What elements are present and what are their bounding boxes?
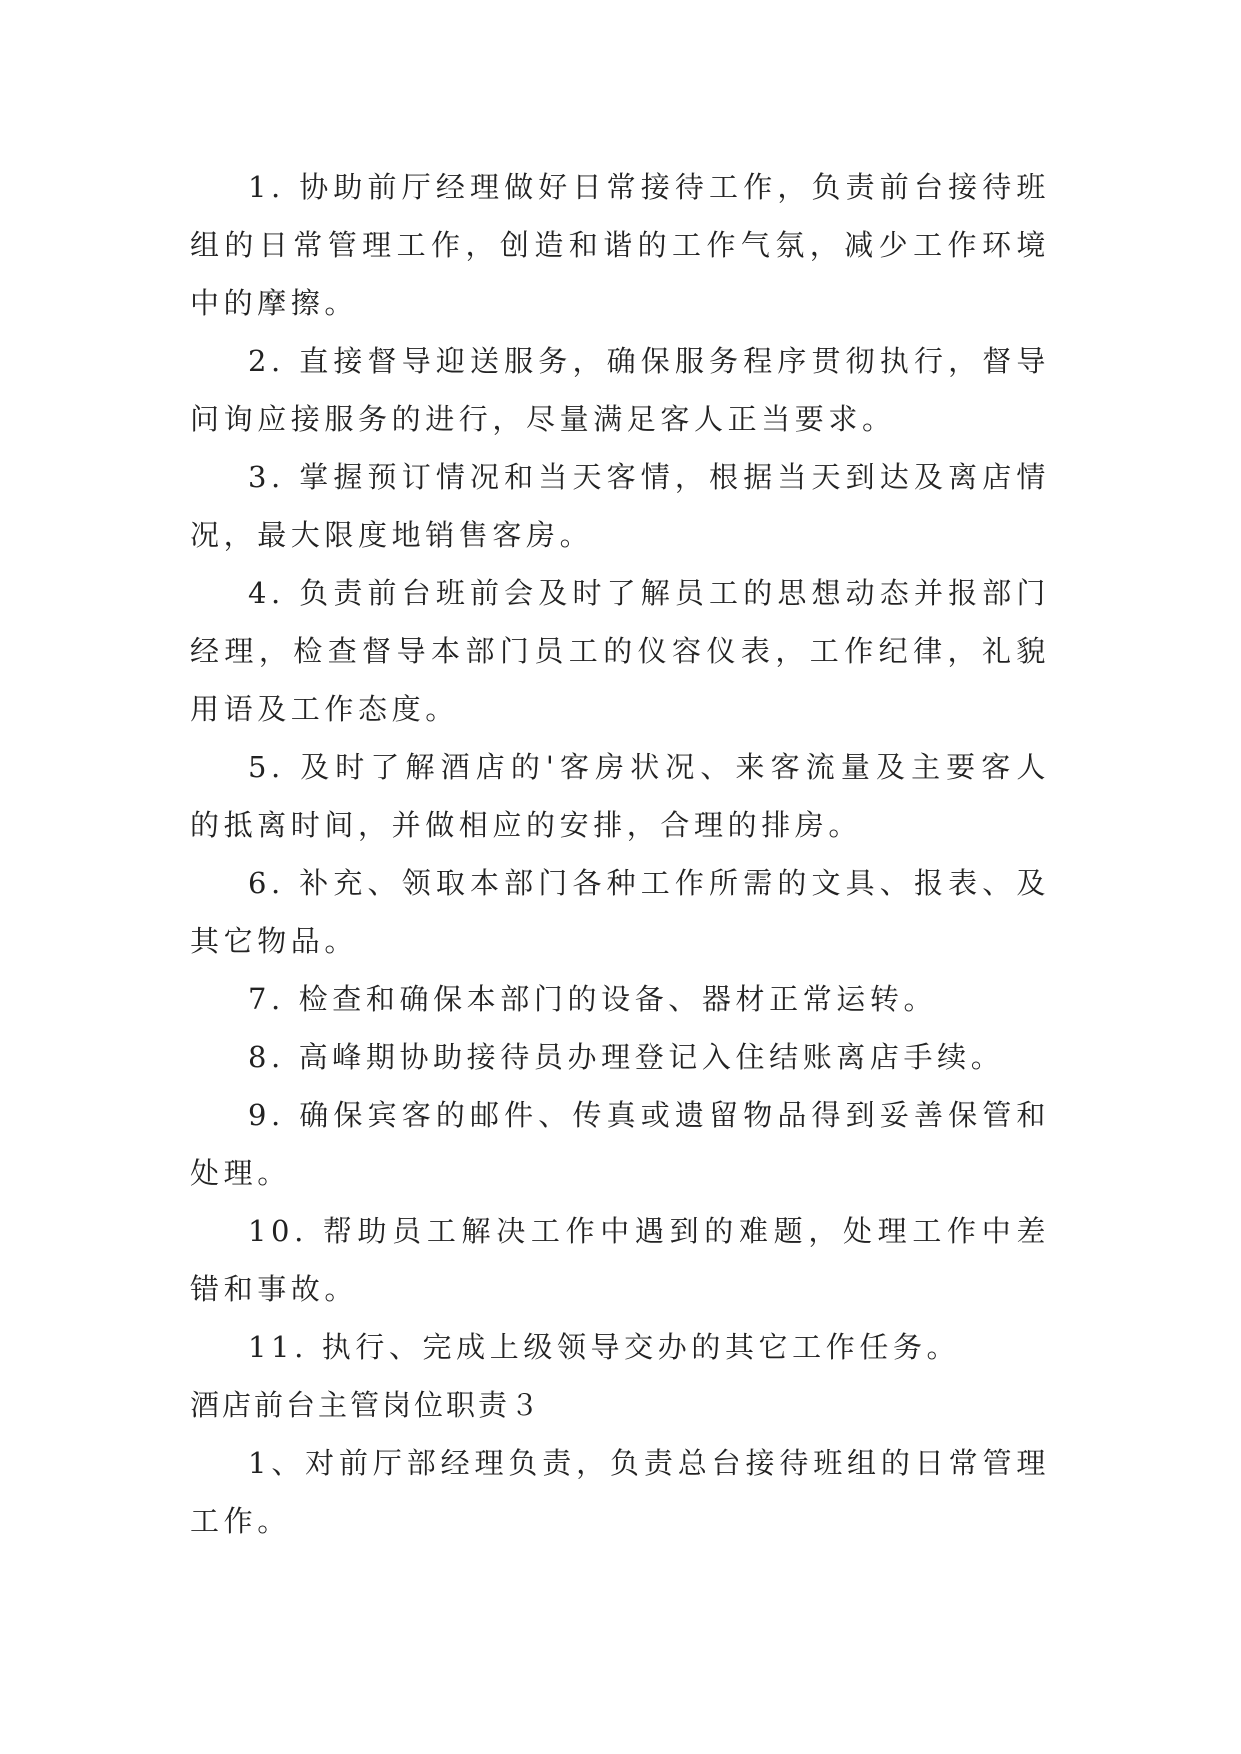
- paragraph-3: 3. 掌握预订情况和当天客情，根据当天到达及离店情况，最大限度地销售客房。: [190, 460, 1050, 552]
- section-paragraph-1: 1、对前厅部经理负责，负责总台接待班组的日常管理工作。: [190, 1446, 1050, 1538]
- paragraph-7: 7. 检查和确保本部门的设备、器材正常运转。: [248, 982, 938, 1016]
- paragraph-1: 1. 协助前厅经理做好日常接待工作，负责前台接待班组的日常管理工作，创造和谐的工作气氛，减少工作环境中的摩擦。: [190, 170, 1050, 320]
- paragraph-4: 4. 负责前台班前会及时了解员工的思想动态并报部门经理，检查督导本部门员工的仪容仪表，工作纪律，礼貌用语及工作态度。: [190, 576, 1050, 726]
- paragraph-9: 9. 确保宾客的邮件、传真或遗留物品得到妥善保管和处理。: [190, 1098, 1050, 1190]
- document-body: [190, 158, 1050, 1550]
- section-heading: 酒店前台主管岗位职责３: [190, 1388, 543, 1422]
- paragraph-11: 11. 执行、完成上级领导交办的其它工作任务。: [248, 1330, 961, 1364]
- paragraph-10: 10. 帮助员工解决工作中遇到的难题，处理工作中差错和事故。: [190, 1214, 1050, 1306]
- paragraph-5: 5. 及时了解酒店的'客房状况、来客流量及主要客人的抵离时间，并做相应的安排，合理的排房。: [190, 750, 1050, 842]
- paragraph-2: 2. 直接督导迎送服务，确保服务程序贯彻执行，督导问询应接服务的进行，尽量满足客人正当要求。: [190, 344, 1050, 436]
- paragraph-6: 6. 补充、领取本部门各种工作所需的文具、报表、及其它物品。: [190, 866, 1050, 958]
- paragraph-8: 8. 高峰期协助接待员办理登记入住结账离店手续。: [248, 1040, 1005, 1074]
